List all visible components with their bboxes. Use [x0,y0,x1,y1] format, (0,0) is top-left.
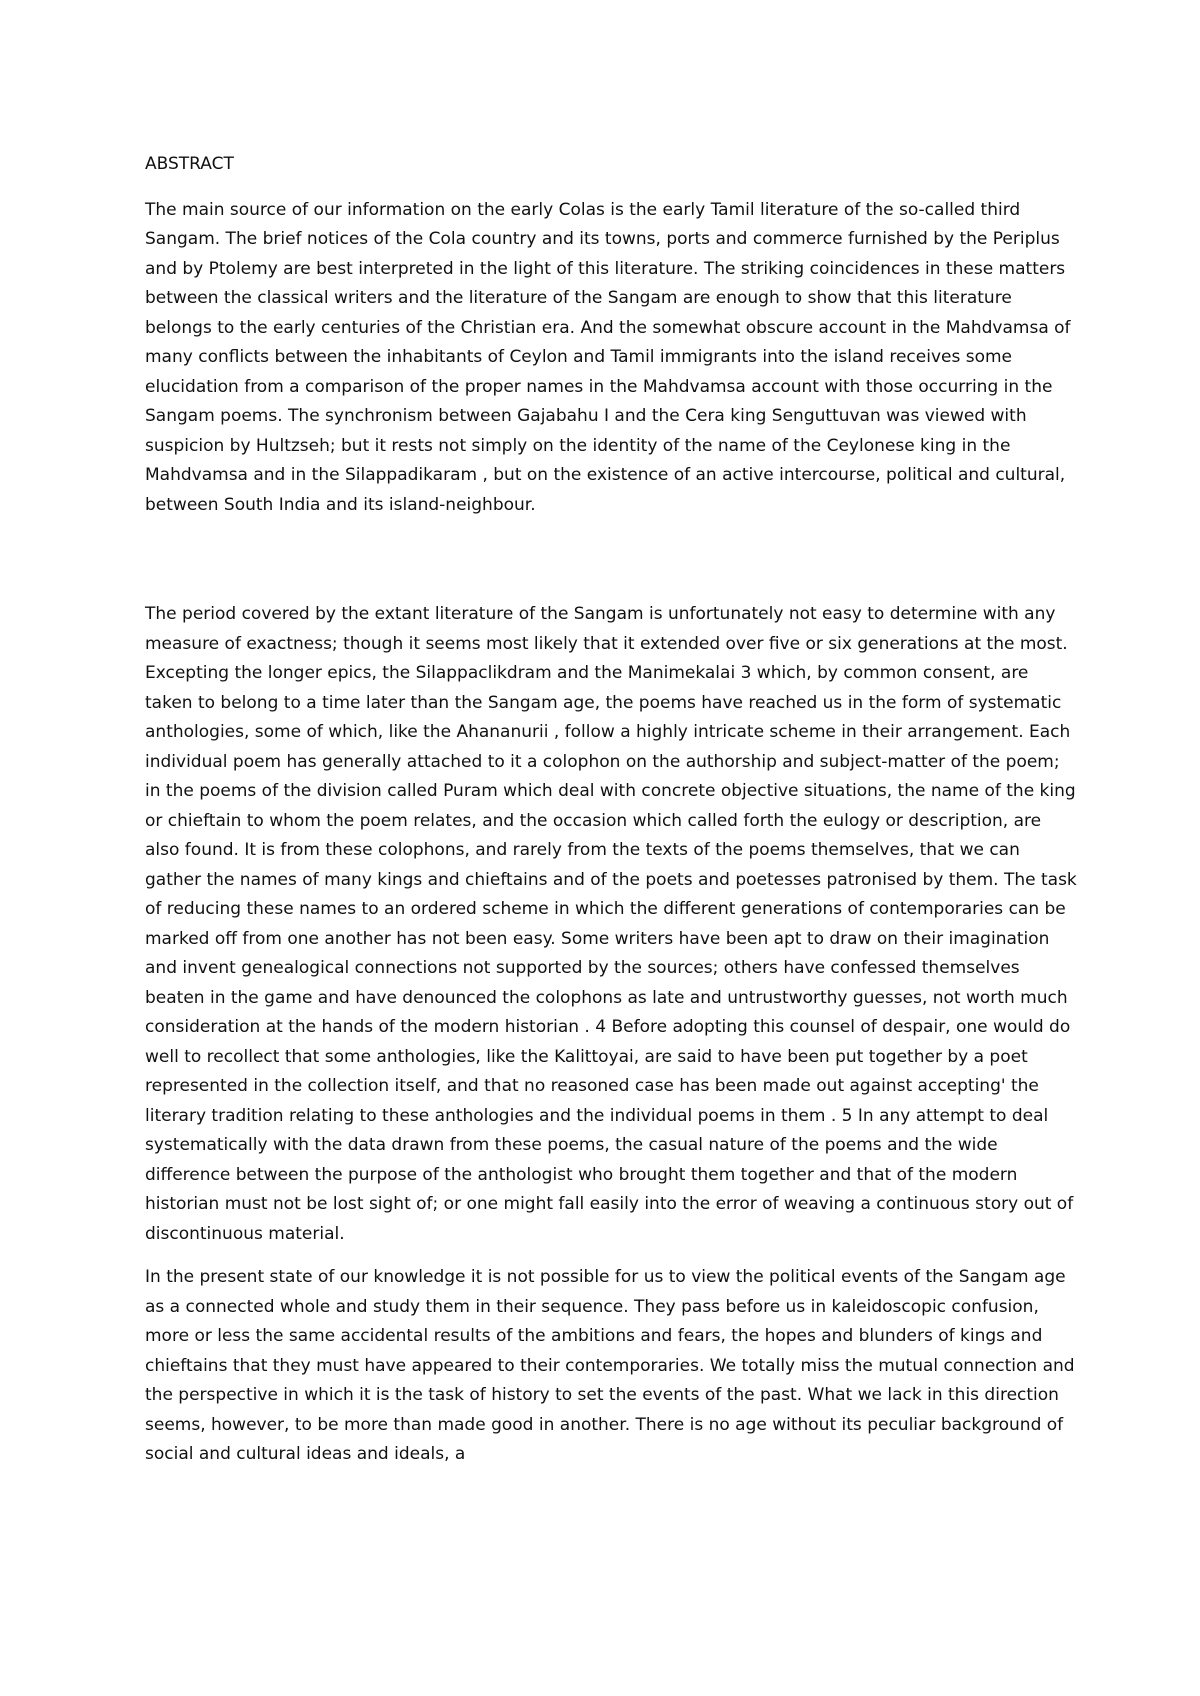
paragraph-3: In the present state of our knowledge it is not possible for us to view the political events of the Sangam age as a connected whole and study them in their sequence. They pass before us in kaleidoscopic confusion, more or less the same accidental results of the ambitions and fears, the hopes and blunders of kings and chieftains that they must have appeared to their contemporaries. We totally miss the mutual connection and the perspective in which it is the task of history to set the events of the past. What we lack in this direction seems, however, to be more than made good in another. There is no age without its peculiar background of social and cultural ideas and ideals, a [145,1267,1075,1464]
paragraph-2: The period covered by the extant literature of the Sangam is unfortunately not easy to determine with any measure of exactness; though it seems most likely that it extended over five or six generations at the most. Excepting the longer epics, the Silappaclikdram and the Manimekalai 3 which, by common consent, are taken to belong to a time later than the Sangam age, the poems have reached us in the form of systematic anthologies, some of which, like the Ahananurii , follow a highly intricate scheme in their arrangement. Each individual poem has generally attached to it a colophon on the authorship and subject-matter of the poem; in the poems of the division called Puram which deal with concrete objective situations, the name of the king or chieftain to whom the poem relates, and the occasion which called forth the eulogy or description, are also found. It is from these colophons, and rarely from the texts of the poems themselves, that we can gather the names of many kings and chieftains and of the poets and poetesses patronised by them. The task of reducing these names to an ordered scheme in which the different generations of contemporaries can be marked off from one another has not been easy. Some writers have been apt to draw on their imagination and invent genealogical connections not supported by the sources; others have confessed themselves beaten in the game and have denounced the colophons as late and untrustworthy guesses, not worth much consideration at the hands of the modern historian . 4 Before adopting this counsel of despair, one would do well to recollect that some anthologies, like the Kalittoyai, are said to have been put together by a poet represented in the collection itself, and that no reasoned case has been made out against accepting' the literary tradition relating to these anthologies and the individual poems in them . 5 In any attempt to deal systematically with the data drawn from these poems, the casual nature of the poems and the wide difference between the purpose of the anthologist who brought them together and that of the modern historian must not be lost sight of; or one might fall easily into the error of weaving a continuous story out of discontinuous material. [145,604,1077,1244]
paragraph-gap [145,520,1080,600]
paragraph-gap [145,1249,1080,1263]
paragraph-1: The main source of our information on the early Colas is the early Tamil literature of the so-called third Sangam. The brief notices of the Cola country and its towns, ports and commerce furnished by the Periplus and by Ptolemy are best interpreted in the light of this literature. The striking coincidences in these matters between the classical writers and the literature of the Sangam are enough to show that this literature belongs to the early centuries of the Christian era. And the somewhat obscure account in the Mahdvamsa of many conflicts between the inhabitants of Ceylon and Tamil immigrants into the island receives some elucidation from a comparison of the proper names in the Mahdvamsa account with those occurring in the Sangam poems. The synchronism between Gajabahu I and the Cera king Senguttuvan was viewed with suspicion by Hultzseh; but it rests not simply on the identity of the name of the Ceylonese king in the Mahdvamsa and in the Silappadikaram , but on the existence of an active intercourse, political and cultural, between South India and its island-neighbour. [145,199,1071,515]
abstract-heading: ABSTRACT [145,154,234,174]
